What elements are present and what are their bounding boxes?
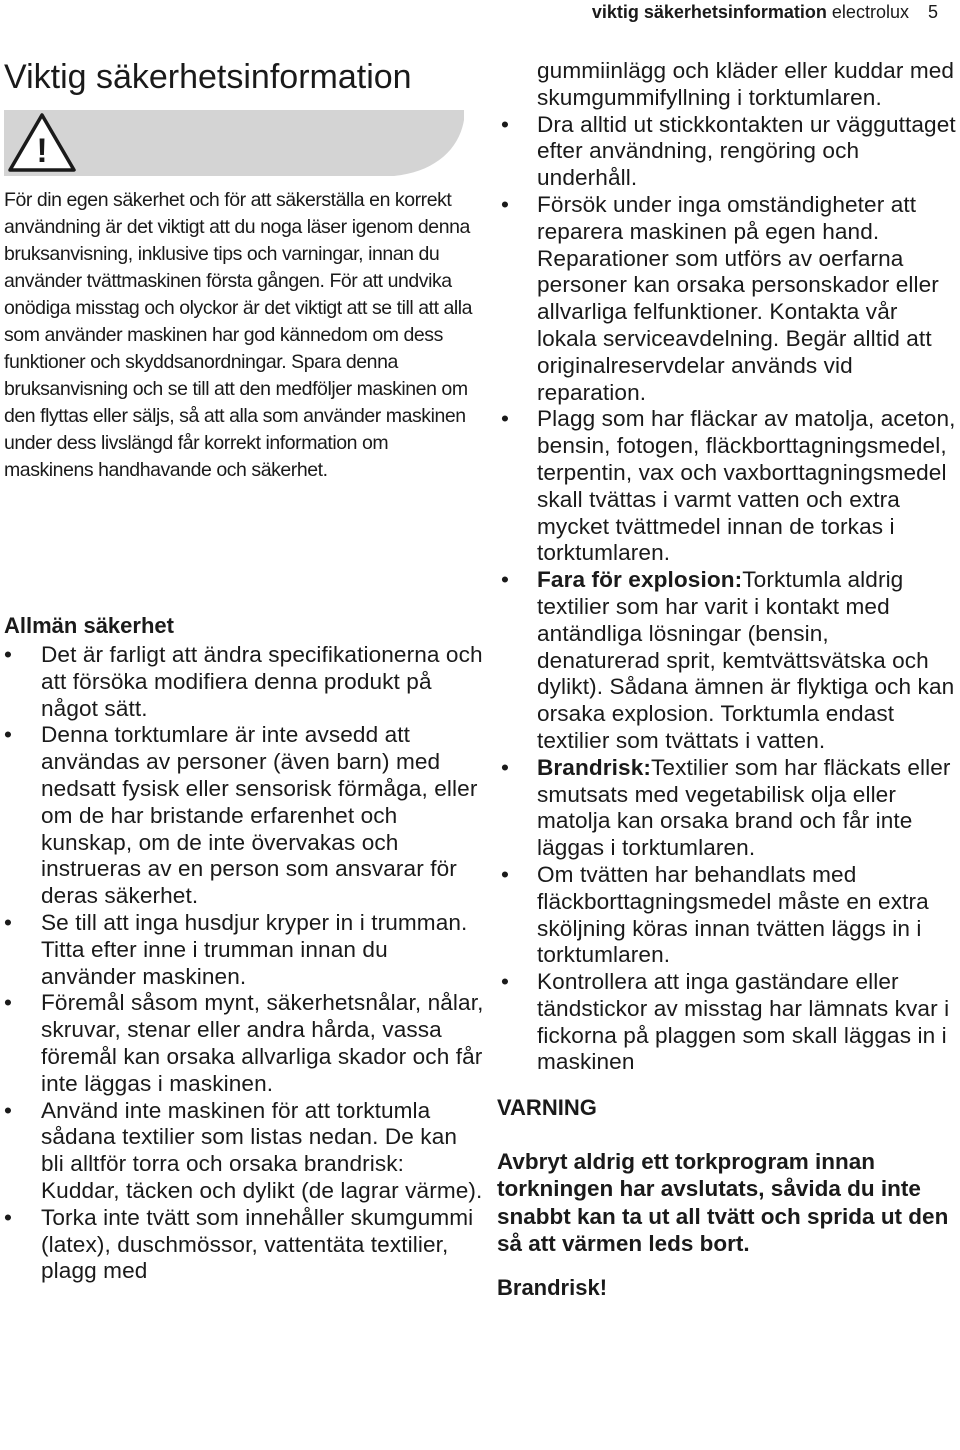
general-safety-section — [4, 612, 484, 1285]
fire-risk-label: Brandrisk: — [537, 754, 652, 780]
list-item: • Se till att inga husdjur kryper in i trumman. Titta efter inne i trumman innan du använder maskinen. — [4, 909, 468, 989]
list-item: • Föremål såsom mynt, säkerhetsnålar, nålar, skruvar, stenar eller andra hårda, vassa föremål kan orsaka allvarliga skador och får inte läggas i maskinen. — [4, 990, 484, 1096]
continued-text: gummiinlägg och kläder eller kuddar med skumgummifyllning i torktumlaren. — [537, 58, 955, 110]
warning-heading: VARNING — [497, 1095, 597, 1121]
bullet-icon: • — [501, 406, 510, 432]
page-title: Viktig säkerhetsinformation — [4, 58, 412, 96]
bullet-icon: • — [4, 722, 13, 748]
list-item: • Brandrisk:Textilier som har fläckats eller smutsats med vegetabilisk olja eller matolja kan orsaka brand och får inte läggas i torktumlaren. — [501, 754, 951, 861]
list-item: • Det är farligt att ändra specifikationerna och att försöka modifiera denna produkt på något sätt. — [4, 642, 483, 721]
list-item: • Dra alltid ut stickkontakten ur vägguttaget efter användning, rengöring och underhåll. — [501, 111, 956, 191]
intro-paragraph: För din egen säkerhet och för att säkerställa en korrekt användning är det viktigt att du noga läser igenom denna bruksanvisning, inklusive tips och varningar, innan du använder tvättmaskinen första gången. För att undvika onödiga misstag och olyckor är det viktigt att se till att alla som använder maskinen har god kännedom om dess funktioner och skyddsanordningar. Spara denna bruksanvisning och se till att den medföljer maskinen om den flyttas eller säljs, så att alla som använder maskinen under dess livslängd får korrekt information om maskinens handhavande och säkerhet. — [4, 189, 473, 481]
warning-banner — [4, 110, 464, 176]
fire-risk-heading: Brandrisk! — [497, 1275, 608, 1301]
warning-text: Avbryt aldrig ett torkprogram innan torkningen har avslutats, såvida du inte snabbt kan ta ut all tvätt och sprida ut den så att värmen leds bort. — [497, 1149, 949, 1256]
right-safety-list — [497, 112, 957, 1077]
warning-symbol: ! — [36, 132, 48, 170]
bullet-icon: • — [4, 990, 13, 1016]
bullet-icon: • — [4, 1204, 13, 1230]
list-item: • Använd inte maskinen för att torktumla sådana textilier som listas nedan. De kan bli alltför torra och orsaka brandrisk: Kuddar, täcken och dylikt (de lagrar värme). — [4, 1097, 483, 1203]
bullet-icon: • — [501, 567, 510, 593]
list-item: • Fara för explosion:Torktumla aldrig textilier som har varit i kontakt med antändliga lösningar (bensin, denaturerad sprit, kemtvättsvätska och dylikt). Sådana ämnen är flyktiga och kan orsaka explosion. Torktumla endast textilier som tvättats i vatten. — [501, 567, 955, 753]
list-item: • Försök under inga omständigheter att reparera maskinen på egen hand. Reparationer som utförs av oerfarna personer kan orsaka personskador eller allvarliga felfunktioner. Kontakta vår lokala serviceavdelning. Begär alltid att originalreservdelar används vid reparation. — [501, 191, 939, 405]
list-item: • Kontrollera att inga gaständare eller tändstickor av misstag har lämnats kvar i fickorna på plaggen som skall läggas in i maskinen — [501, 969, 950, 1075]
bullet-icon: • — [501, 969, 510, 995]
list-item: • Torka inte tvätt som innehåller skumgummi (latex), duschmössor, vattentäta textilier, plagg med — [4, 1204, 474, 1284]
bullet-icon: • — [4, 1097, 13, 1123]
list-item: • Plagg som har fläckar av matolja, aceton, bensin, fotogen, fläckborttagningsmedel, terpentin, vax och vaxborttagningsmedel skall tvättas i varmt vatten och extra mycket tvättmedel innan de torkas i torktumlaren. — [501, 406, 956, 566]
bullet-icon: • — [501, 191, 510, 217]
header-section: viktig säkerhetsinformation — [591, 2, 827, 22]
list-item: • Denna torktumlare är inte avsedd att användas av personer (även barn) med nedsatt fysisk eller sensorisk förmåga, eller om de har bristande erfarenhet och kunskap, om de inte övervakas och instrueras av en person som ansvarar för deras säkerhet. — [4, 722, 478, 909]
general-safety-heading: Allmän säkerhet — [4, 613, 174, 638]
page-header — [592, 0, 938, 24]
list-item: • Om tvätten har behandlats med fläckborttagningsmedel måste en extra sköljning köras innan tvätten läggs in i torktumlaren. — [501, 861, 929, 968]
right-column — [497, 58, 957, 1302]
explosion-label: Fara för explosion: — [537, 567, 743, 593]
bullet-icon: • — [4, 909, 13, 935]
bullet-icon: • — [501, 754, 510, 780]
header-brand: electrolux — [831, 2, 909, 22]
bullet-icon: • — [501, 111, 510, 137]
page-number: 5 — [927, 2, 938, 22]
bullet-icon: • — [4, 642, 13, 667]
bullet-icon: • — [501, 861, 510, 887]
general-safety-list — [4, 642, 484, 1285]
